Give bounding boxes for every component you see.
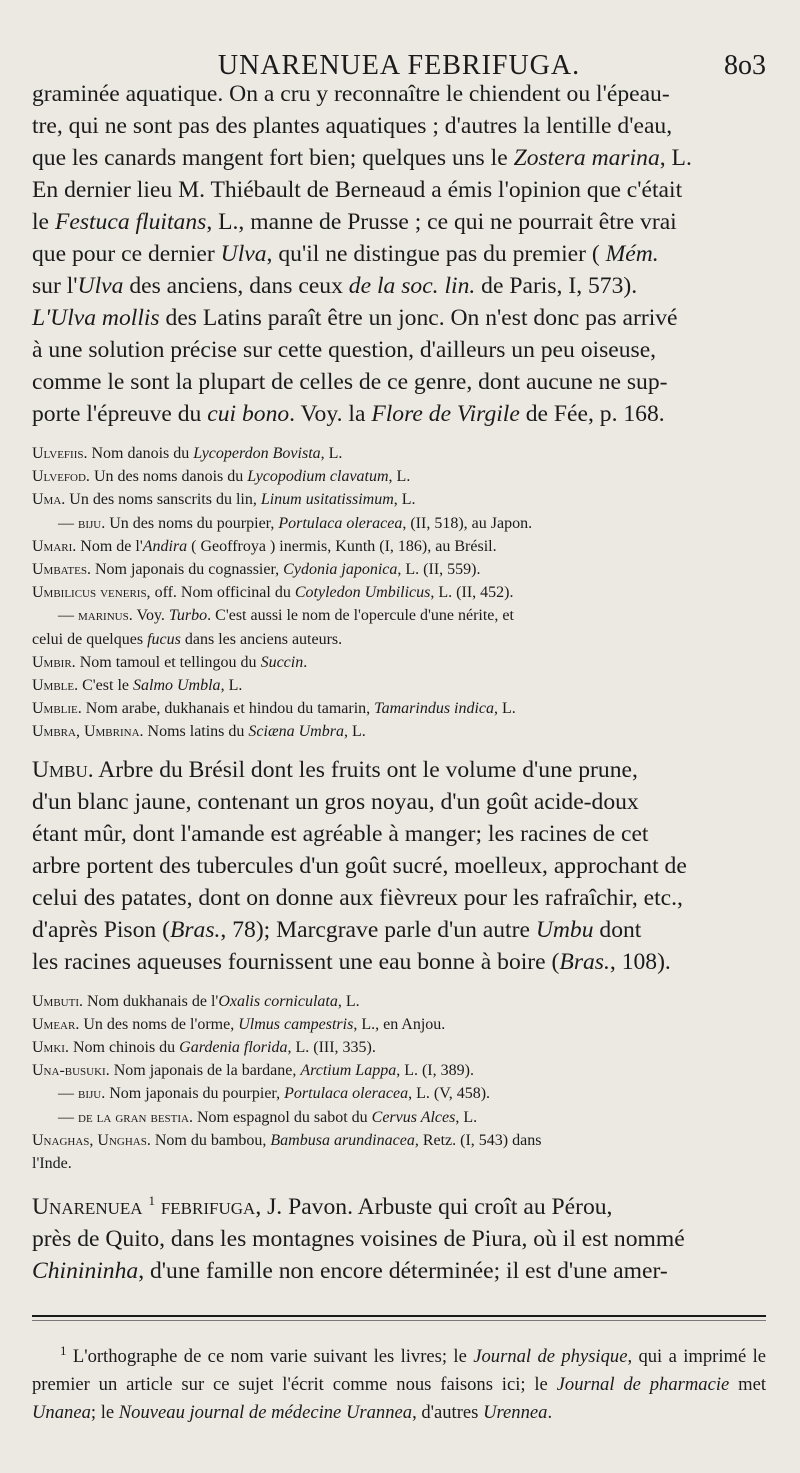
page-number: 8o3 <box>724 50 766 81</box>
text: d'après Pison ( <box>32 916 170 943</box>
text-line <box>32 914 766 946</box>
dictionary-entry <box>32 1059 766 1082</box>
species-name: Festuca fluitans <box>54 209 207 235</box>
dictionary-entry <box>32 1129 766 1152</box>
species-name: Portulaca oleracea <box>278 514 403 532</box>
text: des Latins paraît être un jonc. On n'est donc pas arrivé <box>159 305 678 331</box>
text: Un des noms de l'orme, <box>79 1015 239 1033</box>
text: graminée aquatique. On a cru y reconnaître le chiendent ou l'épeau- <box>32 81 670 107</box>
entry-head: Unaghas, Unghas. <box>32 1131 151 1149</box>
text: , L. <box>388 468 411 486</box>
text: , L. <box>455 1108 478 1126</box>
dictionary-entry <box>32 1106 766 1129</box>
dictionary-entry <box>32 697 766 720</box>
text: . <box>303 653 308 671</box>
text-line <box>32 1223 766 1255</box>
text: des anciens, dans ceux <box>123 273 349 299</box>
text: , L. <box>393 491 416 509</box>
text-line <box>32 1255 766 1287</box>
text: tre, qui ne sont pas des plantes aquatiques ; d'autres la lentille d'eau, <box>32 113 673 139</box>
text: . C'est aussi le nom de l'opercule d'une nérite, et <box>207 607 514 625</box>
entry-head: Umbuti. <box>32 992 83 1010</box>
footnote <box>32 1337 766 1427</box>
species-name: Andira <box>142 537 188 555</box>
text: sur l' <box>32 273 78 299</box>
text: Nom chinois du <box>68 1039 180 1057</box>
journal-title: Journal de physique <box>473 1346 628 1368</box>
dictionary-entry <box>32 488 766 511</box>
text: d'un blanc jaune, contenant un gros noyau, d'un goût acide-doux <box>32 788 639 815</box>
text: Nom tamoul et tellingou du <box>75 653 261 671</box>
text: dans les anciens auteurs. <box>180 630 343 648</box>
entries-umbuti-unaghas <box>32 990 766 1176</box>
species-name: Ulmus campestris <box>238 1015 354 1033</box>
text: , L. (III, 335). <box>287 1039 376 1057</box>
text: étant mûr, dont l'amande est agréable à manger; les racines de cet <box>32 820 649 847</box>
text: Nom de l' <box>76 537 143 555</box>
text: met <box>729 1374 767 1396</box>
species-name: fucus <box>147 630 181 648</box>
dictionary-entry <box>32 581 766 604</box>
text: Un des noms sanscrits du lin, <box>65 491 261 509</box>
species-name: Cydonia japonica <box>283 561 398 579</box>
text: Noms latins du <box>143 723 249 741</box>
text: comme le sont la plupart de celles de ce genre, dont aucune ne sup- <box>32 369 668 395</box>
text: Nom du bambou, <box>150 1131 271 1149</box>
page-header <box>32 0 766 81</box>
dictionary-entry <box>32 604 766 627</box>
text: , 108). <box>609 948 671 975</box>
text: près de Quito, dans les montagnes voisines de Piura, où il est nommé <box>32 1226 685 1253</box>
text-line <box>32 398 766 430</box>
entry-head: febrifuga <box>154 1194 256 1221</box>
text: , L. <box>494 700 516 718</box>
text-line <box>32 1185 766 1223</box>
citation: Mém. <box>605 241 659 267</box>
dictionary-entry <box>32 1036 766 1059</box>
text: ; le <box>90 1402 119 1424</box>
species-name: Linum usitatissimum <box>260 491 394 509</box>
species-name: Portulaca oleracea <box>284 1085 409 1103</box>
species-name: Ulva <box>220 241 267 267</box>
text-line <box>32 270 766 302</box>
text-line <box>32 946 766 978</box>
species-name: Lycopodium clavatum <box>247 468 389 486</box>
text: C'est le <box>78 677 133 695</box>
entry-head: Umari. <box>32 537 77 555</box>
footnote-marker: 1 <box>60 1343 67 1359</box>
text: Nom espagnol du sabot du <box>193 1108 372 1126</box>
entry-head: Ulvefiis. <box>32 445 88 462</box>
text: , J. Pavon. Arbuste qui croît au Pérou, <box>255 1194 613 1221</box>
journal-title: Journal de pharmacie <box>556 1374 730 1396</box>
text: Nom arabe, dukhanais et hindou du tamarin, <box>81 700 375 718</box>
text: , (II, 518), au Japon. <box>402 514 533 532</box>
species-name: Chinininha <box>32 1258 139 1285</box>
text: porte l'épreuve du <box>32 401 208 427</box>
dictionary-entry <box>32 720 766 743</box>
text: , L., en Anjou. <box>353 1015 446 1033</box>
text: , d'autres <box>412 1402 484 1424</box>
text-line <box>32 238 766 270</box>
text-line <box>32 334 766 366</box>
paragraph-graminee <box>32 78 766 430</box>
text: , qui a imprimé le premier un article sur ce sujet l'écrit comme nous faisons ici; le <box>32 1346 766 1396</box>
text-line <box>32 786 766 818</box>
citation: Flore de Virgile <box>371 401 520 427</box>
species-name: Turbo <box>168 607 208 625</box>
text-line <box>32 366 766 398</box>
entry-head: Umbra, Umbrina. <box>32 723 144 741</box>
dictionary-entry <box>32 535 766 558</box>
text: , L. (I, 389). <box>396 1062 474 1080</box>
dictionary-entry <box>32 1152 766 1175</box>
entry-head: Umki. <box>32 1039 69 1057</box>
text-line <box>32 78 766 110</box>
text-line <box>32 302 766 334</box>
text: Un des noms danois du <box>89 468 248 486</box>
entry-head: Umbilicus veneris, <box>32 584 151 602</box>
footnote-rule <box>32 1315 766 1317</box>
entry-head: Umbir. <box>32 653 76 671</box>
spelling-variant: Urennea <box>483 1402 548 1424</box>
citation: cui bono <box>207 401 290 427</box>
species-name: Tamarindus indica <box>374 700 495 718</box>
text: que pour ce dernier <box>32 241 221 267</box>
entry-head: Umbates. <box>32 561 91 579</box>
entry-head: Una-busuki. <box>32 1062 110 1080</box>
footnote-rule-thin <box>32 1320 766 1321</box>
text: , L. <box>320 445 343 462</box>
text: , d'une famille non encore déterminée; il est d'une amer- <box>138 1258 668 1285</box>
dictionary-entry <box>32 674 766 697</box>
text: , L. <box>337 992 360 1010</box>
text: de Paris, I, 573). <box>475 273 638 299</box>
species-name: Oxalis corniculata <box>218 992 338 1010</box>
text: . <box>547 1402 553 1424</box>
species-name: Zostera marina <box>513 145 660 171</box>
species-name: Umbu <box>535 916 594 943</box>
text: de Fée, p. 168. <box>519 401 665 427</box>
text: Nom danois du <box>87 445 194 462</box>
journal-title: Nouveau journal de médecine Urannea <box>118 1402 413 1424</box>
text: ( Geoffroya ) inermis, Kunth (I, 186), au Brésil. <box>187 537 497 555</box>
text: à une solution précise sur cette question, d'ailleurs un peu oiseuse, <box>32 337 657 363</box>
text: que les canards mangent fort bien; quelques uns le <box>32 145 514 171</box>
species-name: Gardenia florida <box>179 1039 288 1057</box>
entry-head: — biju. <box>58 1085 106 1103</box>
species-name: Cervus Alces <box>371 1108 456 1126</box>
footnote-marker: 1 <box>148 1193 155 1209</box>
dictionary-entry <box>32 512 766 535</box>
text-line <box>32 818 766 850</box>
spelling-variant: Unanea <box>32 1402 91 1424</box>
text: dont <box>593 916 642 943</box>
entry-head: — de la gran bestia. <box>58 1108 193 1126</box>
species-name: Sciæna Umbra <box>248 723 344 741</box>
entry-head: — marinus. <box>58 607 133 625</box>
citation: Bras. <box>559 948 610 975</box>
entry-head: Umbu. <box>32 756 94 783</box>
text: Nom japonais de la bardane, <box>109 1062 301 1080</box>
dictionary-entry <box>32 651 766 674</box>
text: arbre portent des tubercules d'un goût sucré, moelleux, approchant de <box>32 852 687 879</box>
text: L'orthographe de ce nom varie suivant les livres; le <box>66 1346 474 1368</box>
entry-head: Uma. <box>32 491 66 509</box>
text: celui des patates, dont on donne aux fièvreux pour les rafraîchir, etc., <box>32 884 683 911</box>
text: le <box>32 209 55 235</box>
text: off. Nom officinal du <box>150 584 295 602</box>
text: , L., manne de Prusse ; ce qui ne pourrait être vrai <box>206 209 677 235</box>
text-line <box>32 850 766 882</box>
text: , L. <box>220 677 243 695</box>
text: l'Inde. <box>32 1155 72 1173</box>
species-name: Arctium Lappa <box>300 1062 397 1080</box>
entry-head: — biju. <box>58 514 106 532</box>
species-name: Cotyledon Umbilicus <box>294 584 431 602</box>
text: , 78); Marcgrave parle d'un autre <box>220 916 536 943</box>
citation: de la soc. lin. <box>348 273 476 299</box>
dictionary-entry <box>32 442 766 465</box>
running-head: UNARENUEA FEBRIFUGA. <box>217 50 581 81</box>
text: . Voy. la <box>289 401 372 427</box>
dictionary-entry <box>32 1082 766 1105</box>
species-name: Succin <box>260 653 304 671</box>
species-name: Lycoperdon Bovista <box>193 445 321 462</box>
text-line <box>32 882 766 914</box>
dictionary-entry <box>32 1013 766 1036</box>
species-name: Ulva <box>77 273 124 299</box>
text-line <box>32 206 766 238</box>
text-line <box>32 110 766 142</box>
species-name: L'Ulva mollis <box>32 305 160 331</box>
entries-ulvefiis-umbra <box>32 442 766 744</box>
paragraph-umbu <box>32 754 766 978</box>
text: , L. (II, 559). <box>397 561 481 579</box>
text: Voy. <box>132 607 169 625</box>
species-name: Salmo Umbla <box>133 677 221 695</box>
text: Nom japonais du cognassier, <box>90 561 284 579</box>
text: , L. (V, 458). <box>408 1085 491 1103</box>
text: , Retz. (I, 543) dans <box>414 1131 542 1149</box>
text: les racines aqueuses fournissent une eau bonne à boire ( <box>32 948 560 975</box>
text-line <box>32 142 766 174</box>
entry-head: Unarenuea <box>32 1194 143 1221</box>
paragraph-unarenuea <box>32 1185 766 1287</box>
text: celui de quelques <box>32 630 148 648</box>
text: , L. <box>659 145 692 171</box>
entry-head: Umblie. <box>32 700 82 718</box>
citation: Bras. <box>169 916 221 943</box>
dictionary-entry <box>32 990 766 1013</box>
species-name: Bambusa arundinacea <box>270 1131 415 1149</box>
text: , L. <box>343 723 366 741</box>
text-line <box>32 754 766 786</box>
text: Nom dukhanais de l' <box>83 992 219 1010</box>
entry-head: Umble. <box>32 677 79 695</box>
text-line <box>32 174 766 206</box>
dictionary-entry <box>32 558 766 581</box>
dictionary-entry <box>32 465 766 488</box>
text: En dernier lieu M. Thiébault de Berneaud a émis l'opinion que c'était <box>32 177 683 203</box>
text: , qu'il ne distingue pas du premier ( <box>266 241 606 267</box>
text: Arbre du Brésil dont les fruits ont le volume d'une prune, <box>93 756 638 783</box>
dictionary-entry <box>32 628 766 651</box>
entry-head: Umear. <box>32 1015 80 1033</box>
text: , L. (II, 452). <box>430 584 514 602</box>
entry-head: Ulvefod. <box>32 468 90 486</box>
text: Un des noms du pourpier, <box>105 514 279 532</box>
text: Nom japonais du pourpier, <box>105 1085 285 1103</box>
